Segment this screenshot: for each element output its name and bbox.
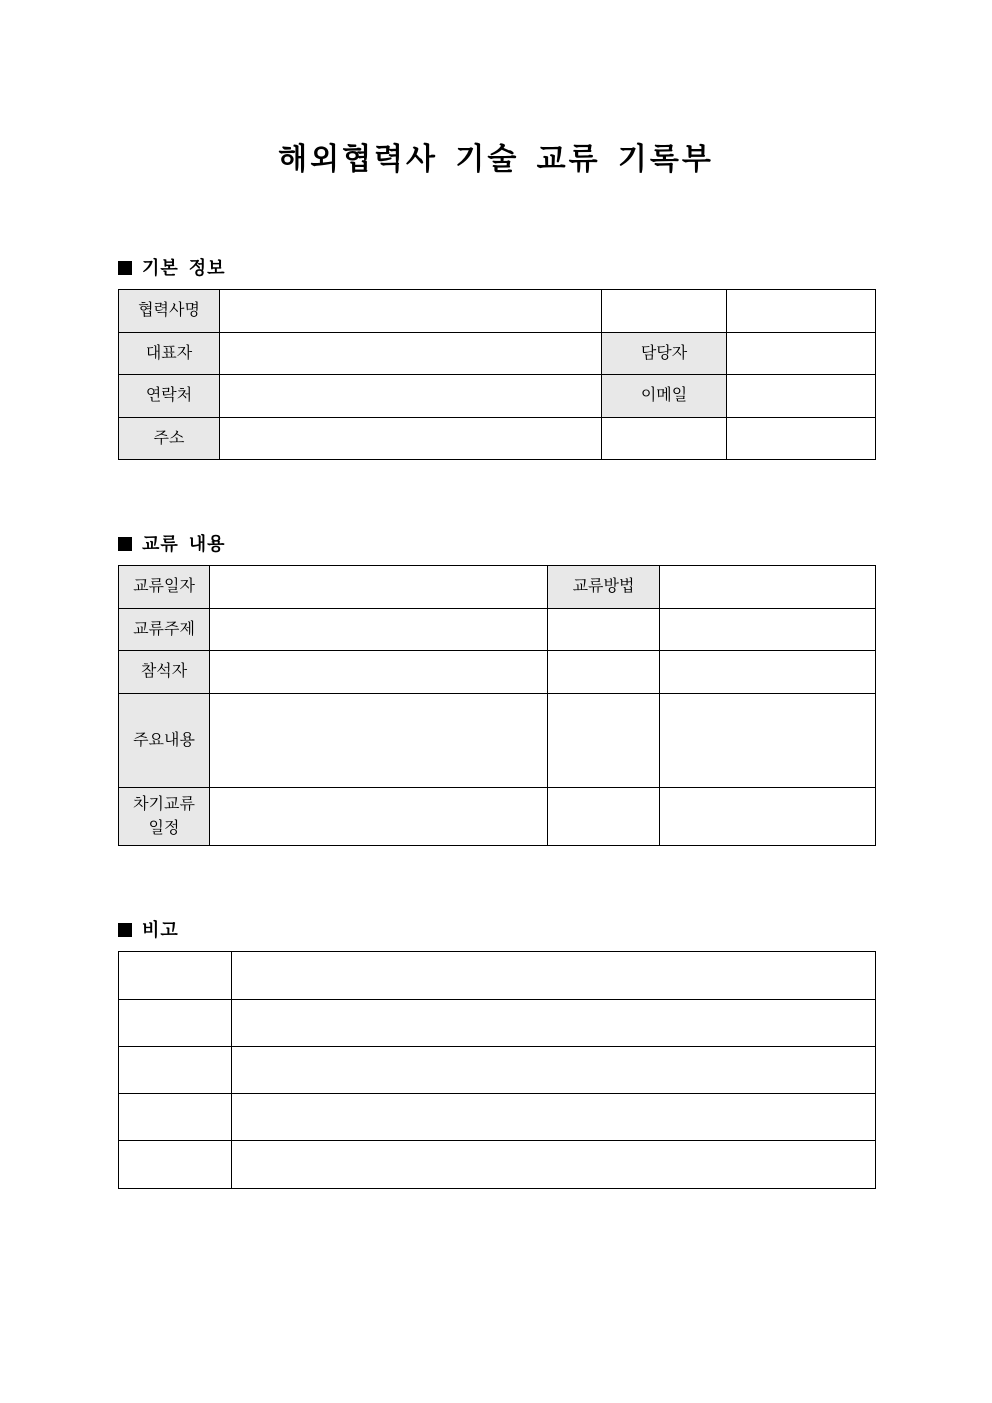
heading-text: 비고: [142, 920, 179, 940]
remarks-field[interactable]: [232, 1000, 876, 1047]
remarks-field[interactable]: [232, 1094, 876, 1141]
label-date: 교류일자: [119, 566, 210, 609]
field-content[interactable]: [210, 694, 548, 788]
label-contact: 연락처: [119, 375, 220, 418]
field-address[interactable]: [220, 418, 602, 460]
field-topic[interactable]: [210, 609, 548, 651]
label-content: 주요내용: [119, 694, 210, 788]
remarks-label-cell[interactable]: [119, 1141, 232, 1189]
remarks-field[interactable]: [232, 1141, 876, 1189]
field-manager[interactable]: [727, 333, 876, 375]
section-heading-exchange: [118, 530, 226, 556]
remarks-table: [118, 951, 876, 1189]
label-email: 이메일: [602, 375, 727, 418]
field-blank[interactable]: [602, 418, 727, 460]
square-bullet-icon: [118, 537, 132, 551]
field-company[interactable]: [220, 290, 602, 333]
exchange-table: [118, 565, 876, 846]
field-contact[interactable]: [220, 375, 602, 418]
field-blank[interactable]: [727, 418, 876, 460]
heading-text: 교류 내용: [142, 534, 226, 554]
document-title: 해외협력사 기술 교류 기록부: [278, 143, 714, 176]
field-email[interactable]: [727, 375, 876, 418]
field-date[interactable]: [210, 566, 548, 609]
field-next-schedule[interactable]: [210, 788, 548, 846]
field-attendees[interactable]: [210, 651, 548, 694]
square-bullet-icon: [118, 261, 132, 275]
field-blank[interactable]: [548, 788, 660, 846]
field-blank[interactable]: [548, 609, 660, 651]
label-ceo: 대표자: [119, 333, 220, 375]
label-company: 협력사명: [119, 290, 220, 333]
remarks-label-cell[interactable]: [119, 1000, 232, 1047]
section-heading-basic: [118, 254, 226, 280]
label-method: 교류방법: [548, 566, 660, 609]
section-heading-remarks: [118, 916, 179, 942]
remarks-label-cell[interactable]: [119, 1047, 232, 1094]
label-address: 주소: [119, 418, 220, 460]
field-blank[interactable]: [548, 651, 660, 694]
field-blank[interactable]: [660, 788, 876, 846]
heading-text: 기본 정보: [142, 258, 226, 278]
field-blank[interactable]: [727, 290, 876, 333]
field-blank[interactable]: [548, 694, 660, 788]
label-manager: 담당자: [602, 333, 727, 375]
field-ceo[interactable]: [220, 333, 602, 375]
label-attendees: 참석자: [119, 651, 210, 694]
field-blank[interactable]: [660, 609, 876, 651]
field-method[interactable]: [660, 566, 876, 609]
field-blank[interactable]: [660, 651, 876, 694]
remarks-field[interactable]: [232, 952, 876, 1000]
remarks-label-cell[interactable]: [119, 1094, 232, 1141]
remarks-label-cell[interactable]: [119, 952, 232, 1000]
label-topic: 교류주제: [119, 609, 210, 651]
remarks-field[interactable]: [232, 1047, 876, 1094]
square-bullet-icon: [118, 923, 132, 937]
basic-info-table: [118, 289, 876, 460]
field-blank[interactable]: [660, 694, 876, 788]
label-next-schedule: 차기교류 일정: [119, 788, 210, 846]
field-blank[interactable]: [602, 290, 727, 333]
